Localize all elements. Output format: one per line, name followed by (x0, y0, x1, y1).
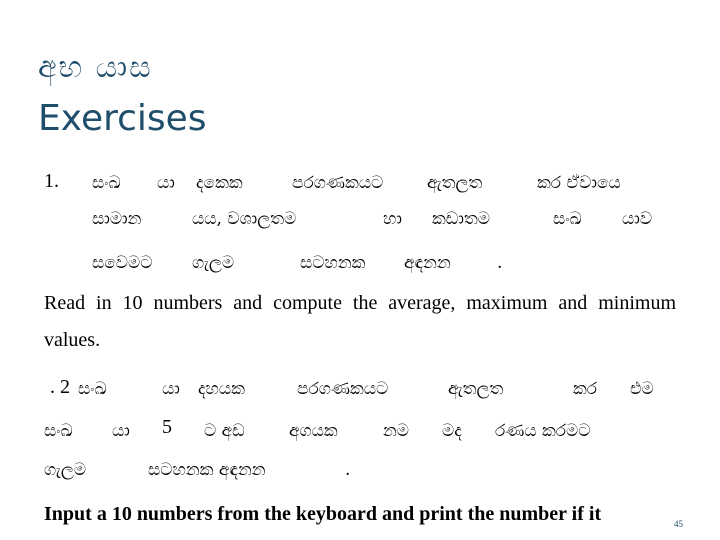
exercise-2-line2-word: ට අඩ (204, 421, 245, 441)
exercise-1-line1-word: කර ඒවායෙ (537, 173, 621, 193)
exercise-2-line1-word: සංඛ (78, 379, 107, 399)
exercise-2-line1-word: කර (573, 379, 598, 399)
exercise-2-line3-word: සටහනක අඳනන (148, 460, 266, 480)
exercise-2-line2-word: අගයක (289, 421, 338, 441)
exercise-1-line2-word: සාමාන (92, 209, 142, 229)
exercise-1-line1-word: දකෙක (196, 173, 243, 193)
exercise-1-line3-word: අඳනන (404, 253, 451, 273)
exercise-2-line2-number: 5 (162, 416, 172, 438)
exercise-1-line1-word: පරගණකයට (292, 173, 384, 193)
page-number: 45 (674, 519, 683, 529)
exercise-1-english: Read in 10 numbers and compute the average, maximum and minimum values. (44, 292, 676, 351)
exercise-1-line2-word: කඩාතම (432, 209, 491, 229)
slide-title: Exercises (38, 98, 207, 139)
exercise-1-line2-word: හා (383, 209, 402, 229)
exercise-1-line1-word: සංඛ (92, 173, 121, 193)
exercise-2-number: . 2 (50, 376, 70, 398)
exercise-2-line2-word: යා (112, 421, 130, 441)
exercise-1-line2-word: යය, වශාලතම (192, 209, 297, 229)
exercise-1-line1-word: යා (157, 173, 175, 193)
exercise-1-line3-word: . (497, 253, 503, 273)
exercise-1-line3-word: ගැලම (192, 253, 235, 273)
exercise-2-english: Input a 10 numbers from the keyboard and print the number if it (44, 503, 602, 525)
exercise-2-line2-word: මද (442, 421, 462, 441)
exercise-2-line1-word: යා (162, 379, 180, 399)
exercise-2-line3-word: . (345, 460, 351, 480)
exercise-1-line3-word: සටහනක (300, 253, 366, 273)
exercise-1-line3-word: සවෙමට (92, 253, 153, 273)
exercise-1-line1-word: ඇතලත (427, 173, 483, 193)
slide-title-sinhala: අභ යාස (38, 50, 153, 85)
exercise-2-line3-word: ගැලම (44, 460, 87, 480)
exercise-2-line1-word: දහයක (198, 379, 245, 399)
exercise-2-line2-word: සංඛ (44, 421, 73, 441)
exercise-2-line1-word: පරගණකයට (297, 379, 389, 399)
exercise-2-line2-word: නම (383, 421, 410, 441)
exercise-2-line1-word: ඇතලත (448, 379, 504, 399)
exercise-1-line2-word: යාව (622, 209, 653, 229)
exercise-1-number: 1. (44, 170, 59, 192)
exercise-2-line1-word: එම (630, 379, 654, 399)
exercise-2-line2-word: රණය කරමට (495, 421, 591, 441)
exercise-1-line2-word: සංඛ (553, 209, 582, 229)
